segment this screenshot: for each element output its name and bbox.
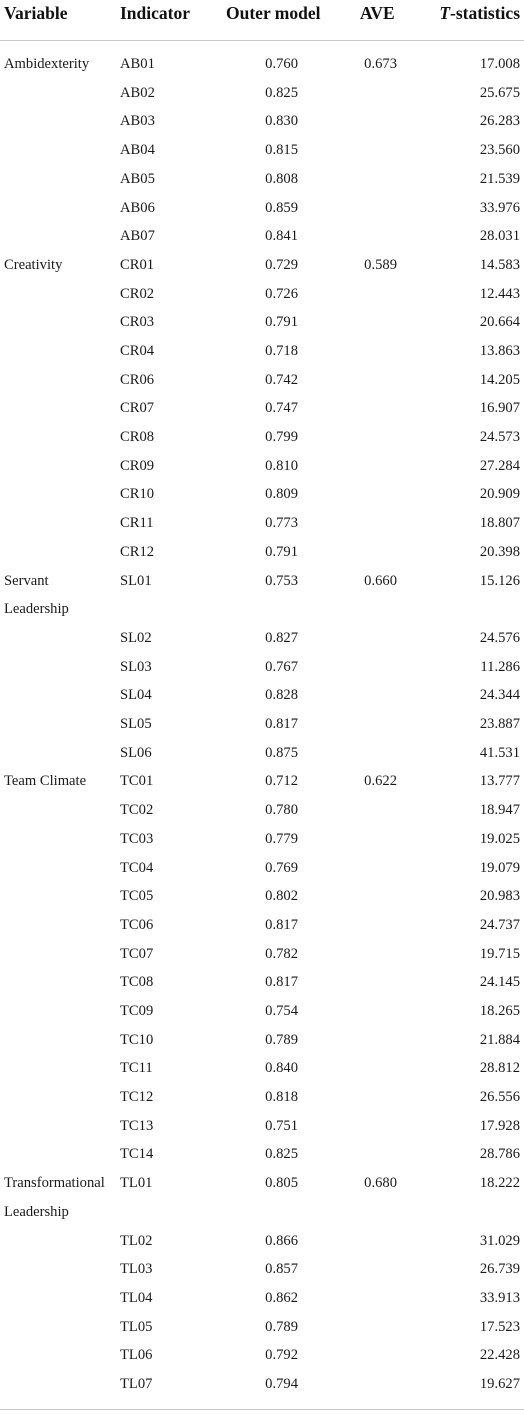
table-row [0, 394, 524, 422]
cell-t-statistics: 28.786 [479, 1146, 520, 1163]
cell-outer-model: 0.718 [265, 343, 298, 359]
cell-outer-model: 0.767 [265, 658, 298, 675]
cell-t-statistics: 18.947 [479, 802, 520, 819]
cell-indicator: CR11 [120, 515, 154, 532]
cell-indicator: SL01 [120, 572, 152, 589]
table-row [0, 308, 524, 336]
cell-t-statistics: 24.573 [479, 429, 520, 445]
header-ave: AVE [360, 3, 395, 23]
cell-indicator: TC06 [120, 916, 154, 933]
cell-indicator: TC01 [120, 773, 154, 790]
cell-indicator: TL07 [120, 1376, 153, 1392]
cell-outer-model: 0.817 [265, 974, 298, 991]
cell-indicator: CR04 [120, 343, 155, 359]
cell-indicator: SL04 [120, 687, 152, 704]
cell-t-statistics: 12.443 [479, 285, 520, 302]
cell-t-statistics: 23.887 [479, 716, 520, 732]
cell-outer-model: 0.789 [265, 1318, 298, 1335]
table-row [0, 624, 524, 652]
cell-variable: Transformational [4, 1175, 105, 1192]
table-row [0, 911, 524, 939]
cell-variable: Creativity [4, 256, 63, 273]
cell-ave: 0.680 [364, 1175, 397, 1192]
cell-outer-model: 0.817 [265, 916, 298, 933]
cell-outer-model: 0.794 [265, 1376, 298, 1392]
cell-outer-model: 0.862 [265, 1289, 298, 1306]
table-row [0, 681, 524, 709]
table-row [0, 1054, 524, 1082]
table-row [0, 509, 524, 537]
cell-indicator: TC09 [120, 1003, 154, 1019]
table-row [0, 595, 524, 623]
cell-t-statistics: 31.029 [479, 1232, 520, 1249]
cell-t-statistics: 13.777 [479, 773, 520, 790]
header-indicator: Indicator [120, 3, 190, 23]
cell-outer-model: 0.827 [265, 629, 298, 646]
cell-outer-model: 0.808 [265, 170, 298, 187]
cell-indicator: AB04 [120, 142, 155, 159]
table-row [0, 968, 524, 996]
cell-indicator: CR10 [120, 486, 155, 503]
cell-indicator: TC08 [120, 974, 154, 991]
cell-indicator: CR09 [120, 457, 155, 474]
table-row [0, 423, 524, 451]
cell-outer-model: 0.840 [265, 1060, 298, 1077]
cell-indicator: CR07 [120, 400, 155, 417]
cell-t-statistics: 33.976 [479, 199, 520, 216]
cell-outer-model: 0.751 [265, 1117, 298, 1134]
cell-indicator: AB02 [120, 84, 155, 101]
table-row [0, 1284, 524, 1312]
cell-t-statistics: 20.983 [479, 888, 520, 905]
cell-outer-model: 0.815 [265, 142, 298, 159]
cell-indicator: TC07 [120, 945, 154, 962]
table-row [0, 653, 524, 681]
cell-indicator: TL03 [120, 1261, 153, 1278]
cell-outer-model: 0.805 [265, 1175, 298, 1192]
cell-t-statistics: 20.398 [479, 543, 520, 560]
table-row [0, 739, 524, 767]
cell-t-statistics: 13.863 [479, 343, 520, 359]
table-row [0, 796, 524, 824]
cell-indicator: TL02 [120, 1232, 153, 1249]
cell-t-statistics: 24.576 [479, 629, 520, 646]
cell-t-statistics: 27.284 [479, 457, 520, 474]
cell-variable: Leadership [4, 601, 69, 618]
cell-t-statistics: 15.126 [479, 572, 520, 589]
cell-t-statistics: 21.884 [479, 1031, 520, 1048]
table-row [0, 1370, 524, 1398]
cell-indicator: AB07 [120, 228, 155, 245]
table-row [0, 50, 524, 78]
table-row [0, 1026, 524, 1054]
cell-outer-model: 0.769 [265, 859, 298, 876]
cell-t-statistics: 26.283 [479, 113, 520, 130]
table-row [0, 997, 524, 1025]
cell-t-statistics: 23.560 [479, 142, 520, 159]
bottom-rule [0, 1409, 524, 1410]
table-row [0, 1140, 524, 1168]
table-row [0, 854, 524, 882]
cell-ave: 0.589 [364, 256, 397, 273]
cell-outer-model: 0.809 [265, 486, 298, 503]
cell-outer-model: 0.747 [265, 400, 298, 417]
table-row [0, 1112, 524, 1140]
table-row [0, 1169, 524, 1197]
cell-outer-model: 0.859 [265, 199, 298, 216]
cell-indicator: TC12 [120, 1089, 154, 1105]
cell-ave: 0.660 [364, 572, 397, 589]
cell-t-statistics: 18.807 [479, 515, 520, 532]
cell-outer-model: 0.857 [265, 1261, 298, 1278]
cell-t-statistics: 25.675 [479, 84, 520, 101]
cell-outer-model: 0.830 [265, 113, 298, 130]
cell-ave: 0.622 [364, 773, 397, 790]
cell-indicator: CR03 [120, 314, 155, 331]
table-row [0, 366, 524, 394]
table-row [0, 1227, 524, 1255]
header-t-statistics [439, 2, 520, 24]
cell-outer-model: 0.791 [265, 314, 298, 331]
cell-t-statistics: 21.539 [479, 170, 520, 187]
cell-outer-model: 0.875 [265, 744, 298, 761]
cell-t-statistics: 20.909 [479, 486, 520, 503]
cell-variable: Leadership [4, 1203, 69, 1220]
table-row [0, 567, 524, 595]
header-rule [0, 40, 524, 41]
table-row [0, 79, 524, 107]
cell-outer-model: 0.726 [265, 285, 298, 302]
cell-outer-model: 0.754 [265, 1003, 298, 1019]
table-row [0, 337, 524, 365]
cell-outer-model: 0.817 [265, 716, 298, 732]
cell-indicator: CR06 [120, 371, 155, 388]
cell-outer-model: 0.760 [265, 56, 298, 72]
cell-t-statistics: 19.715 [479, 945, 520, 962]
table-row [0, 1255, 524, 1283]
cell-outer-model: 0.789 [265, 1031, 298, 1048]
table-row [0, 940, 524, 968]
cell-t-statistics: 17.523 [479, 1318, 520, 1335]
header-t-italic: T [439, 3, 451, 23]
cell-outer-model: 0.782 [265, 945, 298, 962]
table-row [0, 280, 524, 308]
cell-outer-model: 0.773 [265, 515, 298, 532]
cell-indicator: TL04 [120, 1289, 153, 1306]
table-row [0, 1198, 524, 1226]
cell-t-statistics: 19.025 [479, 830, 520, 847]
cell-t-statistics: 41.531 [479, 744, 520, 761]
table-row [0, 107, 524, 135]
cell-outer-model: 0.729 [265, 256, 298, 273]
cell-t-statistics: 24.344 [479, 687, 520, 704]
cell-outer-model: 0.799 [265, 429, 298, 445]
table-row [0, 538, 524, 566]
table-row [0, 710, 524, 738]
cell-t-statistics: 28.031 [479, 228, 520, 245]
table-row [0, 767, 524, 795]
cell-t-statistics: 19.627 [479, 1376, 520, 1392]
table-row [0, 136, 524, 164]
cell-t-statistics: 24.145 [479, 974, 520, 991]
cell-outer-model: 0.828 [265, 687, 298, 704]
cell-indicator: SL06 [120, 744, 152, 761]
cell-t-statistics: 17.008 [479, 56, 520, 72]
cell-indicator: AB05 [120, 170, 155, 187]
cell-outer-model: 0.866 [265, 1232, 298, 1249]
cell-t-statistics: 17.928 [479, 1117, 520, 1134]
cell-outer-model: 0.742 [265, 371, 298, 388]
cell-indicator: TC02 [120, 802, 154, 819]
header-t-suffix: -statistics [450, 3, 520, 23]
cell-indicator: AB06 [120, 199, 155, 216]
cell-t-statistics: 26.556 [479, 1089, 520, 1105]
cell-t-statistics: 22.428 [479, 1347, 520, 1364]
cell-indicator: TC05 [120, 888, 154, 905]
cell-t-statistics: 20.664 [479, 314, 520, 331]
cell-indicator: SL02 [120, 629, 152, 646]
table-row [0, 882, 524, 910]
cell-t-statistics: 11.286 [480, 658, 520, 675]
cell-indicator: TC04 [120, 859, 154, 876]
cell-outer-model: 0.825 [265, 1146, 298, 1163]
cell-outer-model: 0.802 [265, 888, 298, 905]
cell-outer-model: 0.780 [265, 802, 298, 819]
cell-t-statistics: 24.737 [479, 916, 520, 933]
cell-ave: 0.673 [364, 56, 397, 72]
cell-t-statistics: 28.812 [479, 1060, 520, 1077]
table-row [0, 194, 524, 222]
cell-outer-model: 0.779 [265, 830, 298, 847]
cell-outer-model: 0.792 [265, 1347, 298, 1364]
cell-indicator: AB03 [120, 113, 155, 130]
cell-outer-model: 0.818 [265, 1089, 298, 1105]
cell-t-statistics: 18.222 [479, 1175, 520, 1192]
cell-t-statistics: 14.205 [479, 371, 520, 388]
cell-variable: Servant [4, 572, 49, 589]
cell-indicator: TL06 [120, 1347, 153, 1364]
cell-indicator: AB01 [120, 56, 155, 72]
cell-variable: Team Climate [4, 773, 87, 790]
cell-indicator: TC03 [120, 830, 154, 847]
cell-indicator: CR08 [120, 429, 155, 445]
cell-variable: Ambidexterity [4, 56, 90, 72]
cell-t-statistics: 18.265 [479, 1003, 520, 1019]
table-row [0, 825, 524, 853]
table-row [0, 480, 524, 508]
cell-outer-model: 0.753 [265, 572, 298, 589]
cell-indicator: CR01 [120, 256, 155, 273]
cell-outer-model: 0.712 [265, 773, 298, 790]
cell-indicator: TC13 [120, 1117, 154, 1134]
cell-indicator: CR02 [120, 285, 155, 302]
cell-indicator: CR12 [120, 543, 155, 560]
cell-indicator: TC11 [120, 1060, 153, 1077]
table-row [0, 222, 524, 250]
cell-t-statistics: 19.079 [479, 859, 520, 876]
cell-outer-model: 0.825 [265, 84, 298, 101]
table-row [0, 452, 524, 480]
cell-t-statistics: 14.583 [479, 256, 520, 273]
cell-t-statistics: 33.913 [479, 1289, 520, 1306]
table-row [0, 1083, 524, 1111]
table-row [0, 1341, 524, 1369]
cell-indicator: TL05 [120, 1318, 153, 1335]
header-variable: Variable [4, 3, 68, 23]
cell-outer-model: 0.791 [265, 543, 298, 560]
table-row [0, 1313, 524, 1341]
cell-indicator: TC10 [120, 1031, 154, 1048]
header-outer-model: Outer model [226, 3, 321, 23]
cell-indicator: TC14 [120, 1146, 154, 1163]
table-row [0, 251, 524, 279]
cell-outer-model: 0.841 [265, 228, 298, 245]
cell-indicator: SL03 [120, 658, 152, 675]
cell-t-statistics: 16.907 [479, 400, 520, 417]
table-row [0, 165, 524, 193]
cell-t-statistics: 26.739 [479, 1261, 520, 1278]
cell-indicator: TL01 [120, 1175, 153, 1192]
cell-outer-model: 0.810 [265, 457, 298, 474]
cell-indicator: SL05 [120, 716, 152, 732]
table-header [0, 0, 524, 40]
